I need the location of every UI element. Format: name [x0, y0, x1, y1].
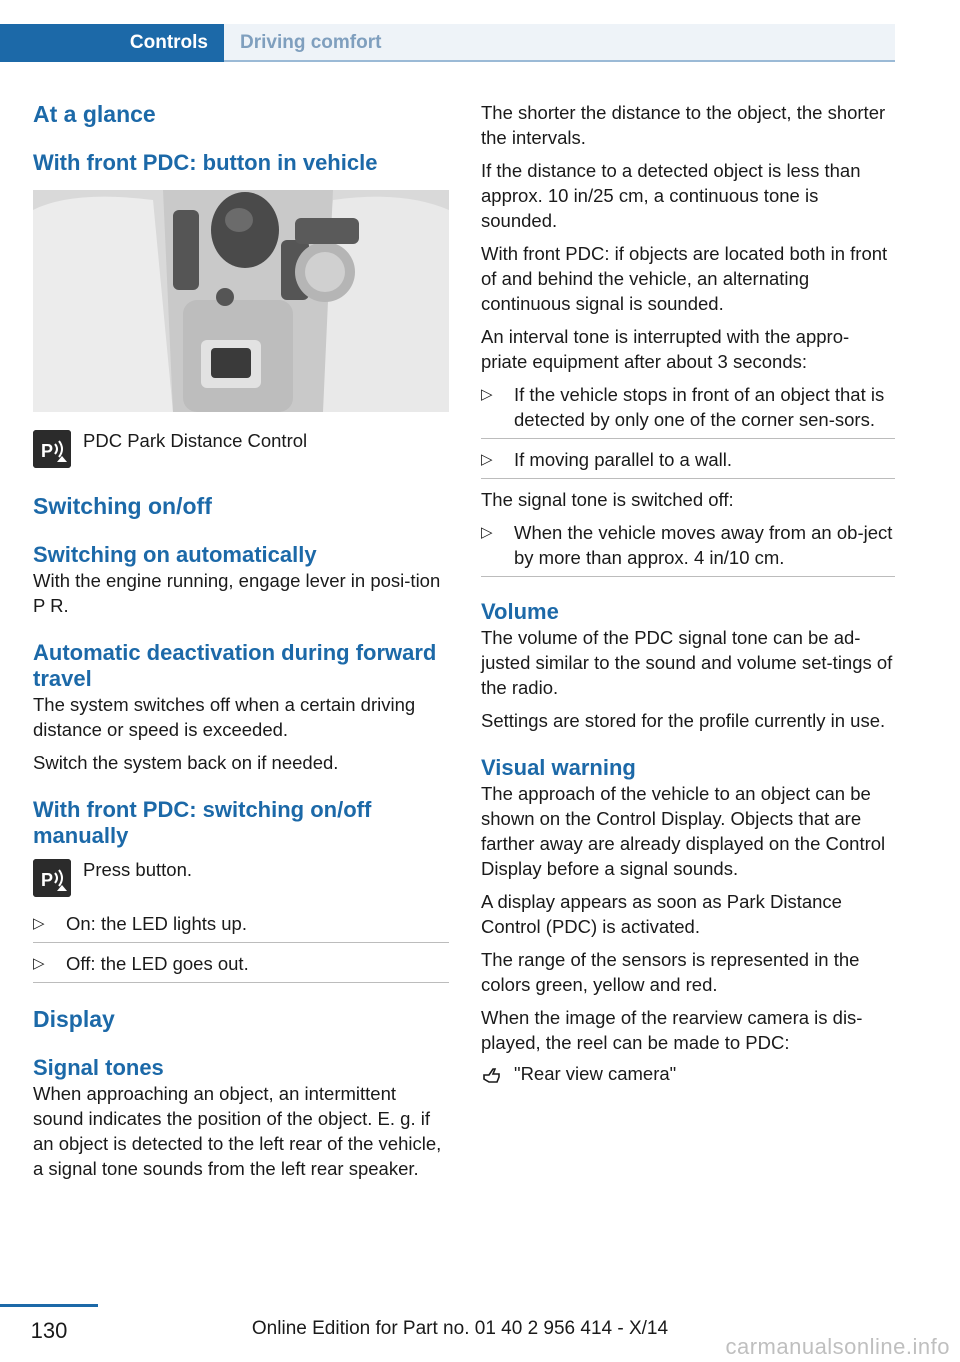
right-column	[481, 100, 895, 1089]
text-p4: An interval tone is interrupted with the appro‐priate equipment after about 3 seconds:	[481, 326, 850, 372]
triangle-bullet-icon: ▷	[33, 955, 45, 972]
triangle-bullet-icon: ▷	[33, 915, 45, 932]
tab-underline	[224, 60, 895, 62]
text-p1: The shorter the distance to the object, the shorter the intervals.	[481, 102, 886, 148]
triangle-bullet-icon: ▷	[481, 524, 493, 541]
list-item: ▷ When the vehicle moves away from an ob‐ject by more than approx. 4 in/10 cm.	[481, 520, 895, 577]
heading-front-pdc-button: With front PDC: button in vehicle	[33, 150, 378, 175]
footer-edition: Online Edition for Part no. 01 40 2 956 414 - X/14	[251, 1318, 669, 1339]
tab-controls[interactable]: Controls	[0, 24, 224, 62]
text-volume-2: Settings are stored for the profile currently in use.	[481, 710, 886, 731]
list-item: ▷ Off: the LED goes out.	[33, 951, 449, 983]
pdc-button-row	[33, 428, 449, 470]
text-auto-deact-2: Switch the system back on if needed.	[33, 752, 339, 773]
text-visual-2: A display appears as soon as Park Distance Control (PDC) is activated.	[481, 891, 842, 937]
text-visual-3: The range of the sensors is represented in the colors green, yellow and red.	[481, 949, 860, 995]
heading-volume: Volume	[481, 599, 559, 624]
triangle-bullet-icon: ▷	[481, 386, 493, 403]
svg-text:P: P	[41, 870, 54, 890]
heading-at-a-glance: At a glance	[33, 101, 156, 127]
header-tabs	[0, 24, 895, 62]
triangle-bullet-icon: ▷	[481, 451, 493, 468]
press-button-row	[33, 857, 449, 899]
text-p2: If the distance to a detected object is less than approx. 10 in/25 cm, a continuous tone is sounded.	[481, 160, 861, 231]
footer-accent-line	[0, 1304, 98, 1307]
heading-front-pdc-manual: With front PDC: switching on/off manually	[33, 797, 372, 848]
heading-display: Display	[33, 1006, 115, 1032]
text-p3: With front PDC: if objects are located both in front of and behind the vehicle, an alternating continuous signal is sounded.	[481, 243, 888, 314]
console-illustration	[33, 190, 449, 412]
heading-switching-on-off: Switching on/off	[33, 493, 212, 519]
text-auto-deact-1: The system switches off when a certain driving distance or speed is exceeded.	[33, 694, 416, 740]
heading-switching-on-automatically: Switching on automatically	[33, 542, 317, 567]
watermark: carmanualsonline.info	[725, 1334, 950, 1359]
text-visual-1: The approach of the vehicle to an object can be shown on the Control Display. Objects that are farther away are already displayed on the Control Display before a signal sounds.	[481, 783, 886, 879]
rear-view-camera-label: "Rear view camera"	[514, 1063, 677, 1084]
heading-automatic-deactivation: Automatic deactivation during forward travel	[33, 640, 437, 691]
menu-hand-icon	[481, 1063, 503, 1085]
press-button-text: Press button.	[83, 859, 193, 880]
text-switch-auto: With the engine running, engage lever in posi‐tion P R.	[33, 570, 441, 616]
text-volume-1: The volume of the PDC signal tone can be ad‐justed similar to the sound and volume set‐tings of the radio.	[481, 627, 893, 698]
heading-visual-warning: Visual warning	[481, 755, 636, 780]
text-signal-tones: When approaching an object, an intermittent sound indicates the position of the object. E. g. if an object is detected to the left rear of the vehicle, a signal tone sounds from the left rear speaker.	[33, 1083, 442, 1179]
console-photo	[33, 190, 449, 412]
list-item: ▷ On: the LED lights up.	[33, 911, 449, 943]
pdc-icon	[33, 859, 71, 897]
rear-view-camera-row	[481, 1061, 895, 1089]
pdc-label: PDC Park Distance Control	[83, 430, 308, 451]
page-number: 130	[30, 1318, 68, 1343]
list-item: ▷ If the vehicle stops in front of an object that is detected by only one of the corner sen‐sors.	[481, 382, 895, 439]
text-p5: The signal tone is switched off:	[481, 489, 734, 510]
left-column	[33, 100, 449, 1181]
text-visual-4: When the image of the rearview camera is dis‐played, the reel can be made to PDC:	[481, 1007, 863, 1053]
list-item: ▷ If moving parallel to a wall.	[481, 447, 895, 479]
heading-signal-tones: Signal tones	[33, 1055, 164, 1080]
svg-text:P: P	[41, 441, 54, 461]
pdc-icon	[33, 430, 71, 468]
tab-driving-comfort[interactable]: Driving comfort	[224, 24, 895, 62]
